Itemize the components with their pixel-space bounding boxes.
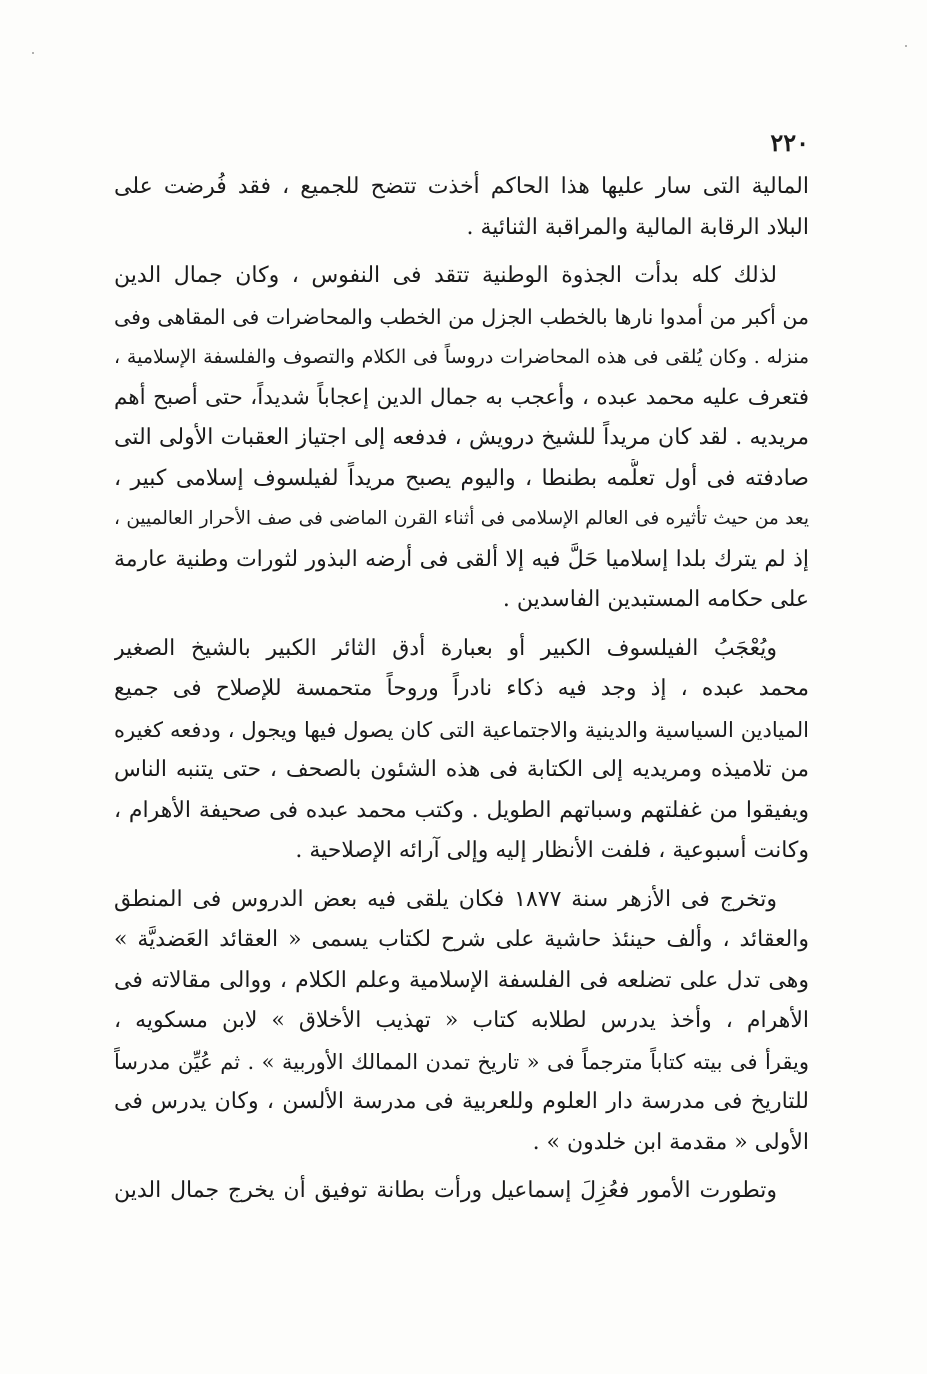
page-number: ٢٢٠ bbox=[770, 128, 809, 157]
text-line: للتاريخ فى مدرسة دار العلوم وللعربية فى مدرسة الألسن ، وكان يدرس فى bbox=[114, 1089, 809, 1114]
text-line: الميادين السياسية والدينية والاجتماعية التى كان يصول فيها ويجول ، ودفعه كغيره bbox=[114, 717, 809, 742]
scan-speck bbox=[905, 45, 907, 47]
scan-speck bbox=[32, 52, 34, 54]
text-line: وتخرج فى الأزهر سنة ١٨٧٧ فكان يلقى فيه بعض الدروس فى المنطق bbox=[114, 886, 777, 912]
paragraph bbox=[114, 880, 809, 1164]
paragraph bbox=[114, 167, 809, 248]
paragraph bbox=[114, 629, 809, 872]
text-line: فتعرف عليه محمد عبده ، وأعجب به جمال الدين إعجاباً شديداً، حتى أصبح أهم bbox=[114, 384, 809, 410]
text-line: مريديه . لقد كان مريداً للشيخ درويش ، فدفعه إلى اجتياز العقبات الأولى التى bbox=[114, 425, 809, 450]
text-line: ويقرأ فى بيته كتاباً مترجماً فى « تاريخ تمدن الممالك الأوربية » . ثم عُيِّن مدرساً bbox=[114, 1049, 809, 1074]
text-line: الأهرام ، وأخذ يدرس لطلابه كتاب « تهذيب الأخلاق » لابن مسكويه ، bbox=[114, 1008, 809, 1033]
paragraph bbox=[114, 1171, 809, 1212]
text-line: على حكامه المستبدين الفاسدين . bbox=[502, 587, 809, 612]
text-line: المالية التى سار عليها هذا الحاكم أخذت تتضح للجميع ، فقد فُرضت على bbox=[114, 174, 809, 199]
text-line: ويُعْجَبُ الفيلسوف الكبير أو بعبارة أدق الثائر الكبير بالشيخ الصغير bbox=[114, 635, 777, 661]
text-line: منزله . وكان يُلقى فى هذه المحاضرات دروساً فى الكلام والتصوف والفلسفة الإسلامية ، bbox=[114, 346, 809, 368]
body-text bbox=[114, 167, 809, 1220]
text-line: من أكبر من أمدوا نارها بالخطب الجزل من الخطب والمحاضرات فى المقاهى وفى bbox=[114, 304, 809, 329]
text-line: الأولى « مقدمة ابن خلدون » . bbox=[532, 1129, 809, 1155]
text-line: صادفته فى أول تعلُّمه بطنطا ، واليوم يصبح مريداً لفيلسوف إسلامى كبير ، bbox=[114, 465, 809, 491]
text-line: والعقائد ، وألف حينئذ حاشية على شرح لكتاب يسمى « العقائد العَضديَّة » bbox=[114, 927, 809, 952]
text-line: البلاد الرقابة المالية والمراقبة الثنائية . bbox=[466, 214, 809, 240]
text-line: ويفيقوا من غفلتهم وسباتهم الطويل . وكتب محمد عبده فى صحيفة الأهرام ، bbox=[114, 797, 809, 823]
paragraph bbox=[114, 256, 809, 621]
text-line: من تلاميذه ومريديه إلى الكتابة فى هذه الشئون بالصحف ، حتى يتنبه الناس bbox=[114, 757, 809, 782]
text-line: يعد من حيث تأثيره فى العالم الإسلامى فى أثناء القرن الماضى فى صف الأحرار العالميين ، bbox=[114, 508, 809, 529]
text-line: لذلك كله بدأت الجذوة الوطنية تتقد فى النفوس ، وكان جمال الدين bbox=[114, 263, 777, 288]
text-line: وتطورت الأمور فعُزِلَ إسماعيل ورأت بطانة توفيق أن يخرج جمال الدين bbox=[114, 1178, 777, 1203]
text-line: وكانت أسبوعية ، فلفت الأنظار إليه وإلى آرائه الإصلاحية . bbox=[295, 838, 809, 863]
text-line: إذ لم يترك بلدا إسلاميا حَلَّ فيه إلا ألقى فى أرضه البذور لثورات وطنية عارمة bbox=[114, 546, 809, 572]
text-line: محمد عبده ، إذ وجد فيه ذكاء نادراً وروحاً متحمسة للإصلاح فى جميع bbox=[114, 676, 809, 701]
text-line: وهى تدل على تضلعه فى الفلسفة الإسلامية وعلم الكلام ، ووالى مقالاته فى bbox=[114, 967, 809, 993]
